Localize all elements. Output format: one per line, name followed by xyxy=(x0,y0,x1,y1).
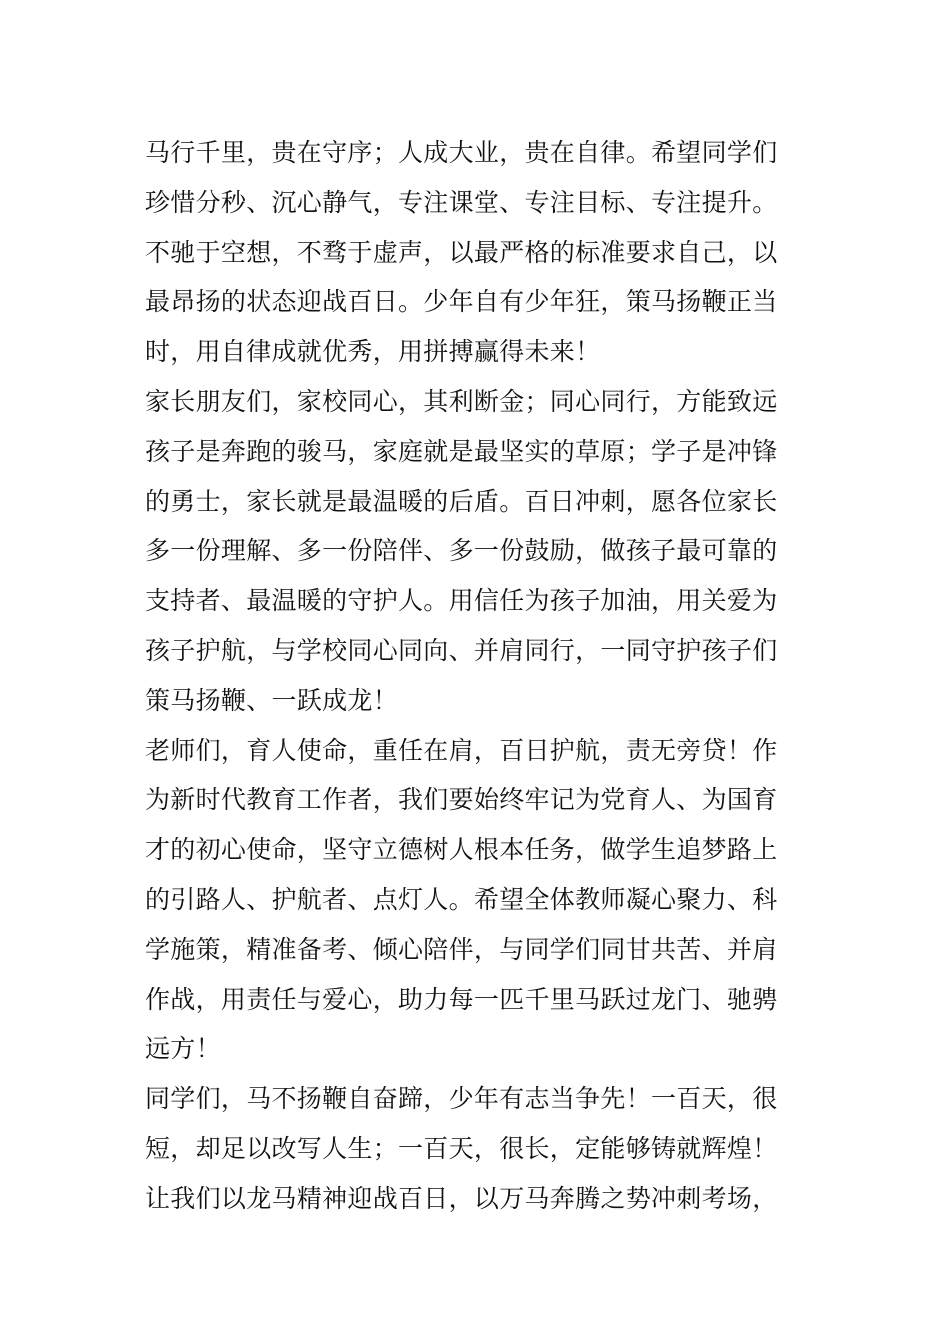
text-line: 让我们以龙马精神迎战百日，以万马奔腾之势冲刺考场， xyxy=(145,1183,778,1213)
text-line: 不驰于空想，不骛于虚声，以最严格的标准要求自己，以 xyxy=(145,237,778,267)
text-line: 家长朋友们，家校同心，其利断金；同心同行，方能致远 xyxy=(145,386,778,416)
text-line: 短，却足以改写人生；一百天，很长，定能够铸就辉煌！ xyxy=(145,1133,778,1163)
text-line: 才的初心使命，坚守立德树人根本任务，做学生追梦路上 xyxy=(145,835,778,865)
text-line: 策马扬鞭、一跃成龙！ xyxy=(145,685,399,715)
text-line: 支持者、最温暖的守护人。用信任为孩子加油，用关爱为 xyxy=(145,586,778,616)
text-line: 珍惜分秒、沉心静气，专注课堂、专注目标、专注提升。 xyxy=(145,187,778,217)
text-line: 为新时代教育工作者，我们要始终牢记为党育人、为国育 xyxy=(145,785,778,815)
text-line: 多一份理解、多一份陪伴、多一份鼓励，做孩子最可靠的 xyxy=(145,536,778,566)
text-line: 作战，用责任与爱心，助力每一匹千里马跃过龙门、驰骋 xyxy=(145,984,778,1014)
text-line: 时，用自律成就优秀，用拼搏赢得未来！ xyxy=(145,337,601,367)
text-line: 远方！ xyxy=(145,1034,221,1064)
text-line: 最昂扬的状态迎战百日。少年自有少年狂，策马扬鞭正当 xyxy=(145,287,778,317)
text-line: 孩子护航，与学校同心同向、并肩同行，一同守护孩子们 xyxy=(145,635,778,665)
text-line: 的勇士，家长就是最温暖的后盾。百日冲刺，愿各位家长 xyxy=(145,486,778,516)
body-text xyxy=(145,128,815,1224)
text-line: 学施策，精准备考、倾心陪伴，与同学们同甘共苦、并肩 xyxy=(145,934,778,964)
text-line: 马行千里，贵在守序；人成大业，贵在自律。希望同学们 xyxy=(145,138,778,167)
text-line: 同学们，马不扬鞭自奋蹄，少年有志当争先！一百天，很 xyxy=(145,1084,778,1114)
text-line: 的引路人、护航者、点灯人。希望全体教师凝心聚力、科 xyxy=(145,884,778,914)
text-line: 孩子是奔跑的骏马，家庭就是最坚实的草原；学子是冲锋 xyxy=(145,436,778,466)
text-line: 老师们，育人使命，重任在肩，百日护航，责无旁贷！作 xyxy=(145,735,778,765)
